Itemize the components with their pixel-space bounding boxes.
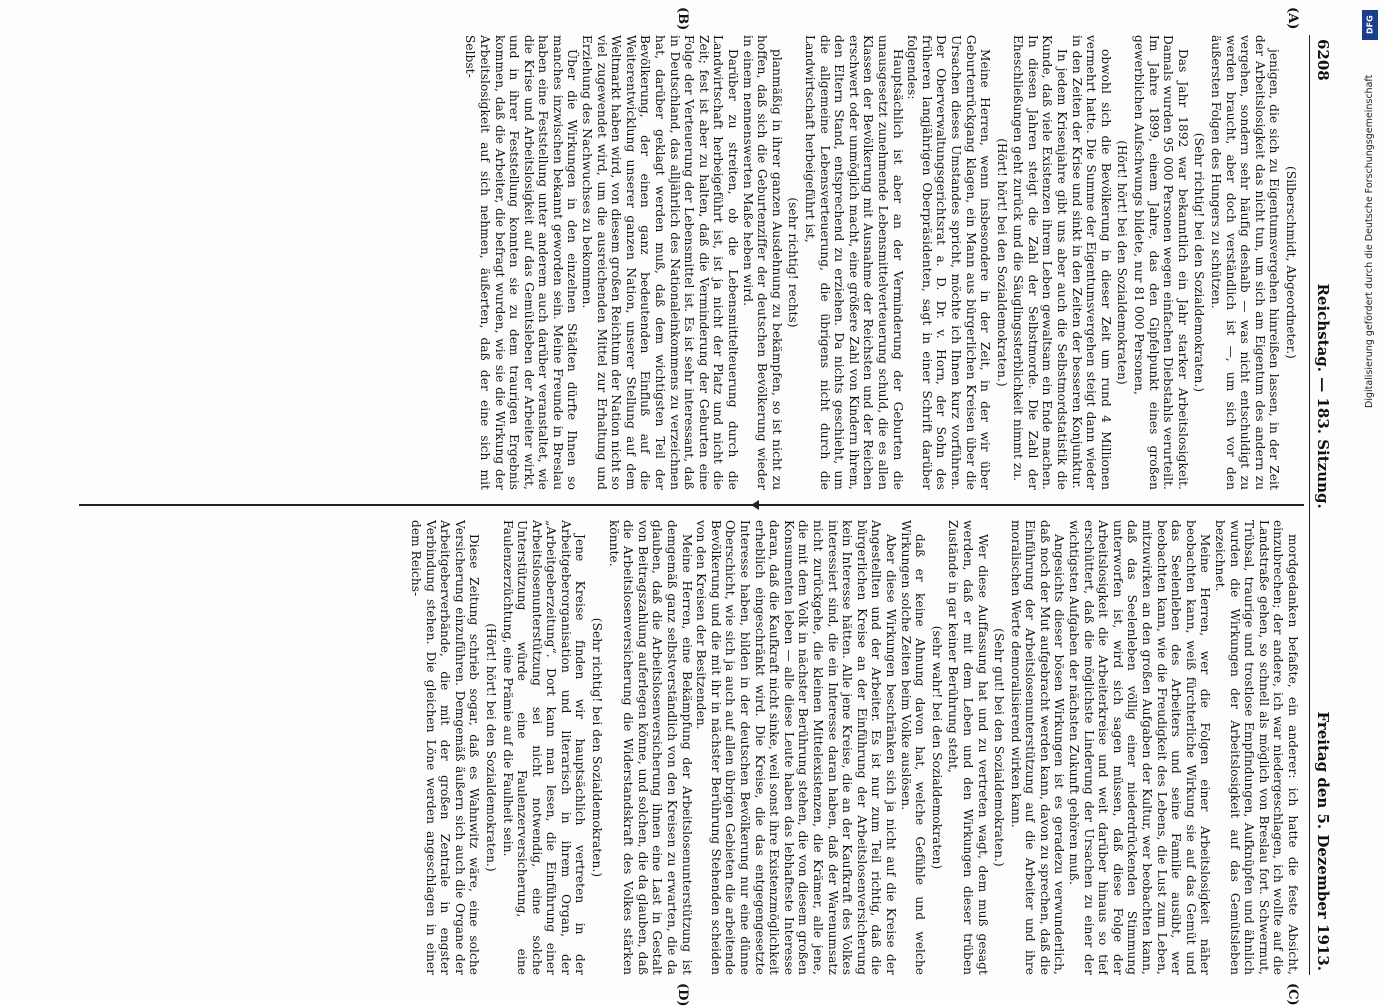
- quote-paragraph: planmäßig in ihrer ganzen Ausdehnung zu bekämpfen, so ist nicht zu hoffen, daß sich die Geburtenziffer der deutschen Bevölkerung wieder in einem nennenswerten Maße heben wird.: [740, 35, 784, 490]
- paragraph: daß er keine Ahnung davon hat, welche Gefühle und welche Wirkungen solche Zeiten beim Volke auslösen.: [898, 520, 928, 975]
- interjection: (Sehr richtig! bei den Sozialdemokraten.): [590, 617, 605, 878]
- speaker-note: (Silberschmidt, Abgeordneter.): [1284, 166, 1298, 359]
- paragraph: jenigen, die sich zu Eigentumsvergehen hinreißen lassen, in der Zeit der Arbeitslosigkeit das nicht tun, um sich am Eigentum des andern zu vergehen, sondern sehr häufig deshalb — was nicht entschuldigt zu werden braucht, aber doch verständlich ist —, um sich vor den äußersten Folgen des Hungers zu schützen.: [1209, 35, 1282, 490]
- margin-mark-c: (C): [1285, 983, 1300, 1006]
- interjection: (Hört! hört! bei den Sozialdemokraten.): [994, 138, 1009, 387]
- paragraph: Über die Wirkungen in den einzelnen Städten dürfte Ihnen so manches inzwischen bekannt geworden sein. Meine Freunde in Breslau haben eine Feststellung unter anderem auch darüber veranstaltet, wie die Krise und Arbeitslosigkeit auf das Gemütsleben der Arbeiter wirkt, und in ihrer Feststellung konnten sie zu dem traurigen Ergebnis kommen, daß die Arbeiter, die befragt wurden, wie sie die Wirkung der Arbeitslosigkeit auf sich nehmen, äußerten, daß der eine sich mit Selbst-: [463, 35, 580, 490]
- paragraph: Meine Herren, wer die Folgen einer Arbeitslosigkeit näher beobachten kann, weiß fürchterliche Wirkung sie auf das Gemüt und das Seelenleben des Arbeiters und seine Familie ausübt, wer beobachten kann, wie die Freudigkeit des Lebens, die Lust zum Leben, mitzuwirken an den großen Aufgaben der Kultur, wer beobachten kann, daß das Seelenleben völlig einer niederdrückenden Stimmung unterworfen ist, wird sich sagen müssen, daß diese Folge der Arbeitslosigkeit die Arbeiterkreise und weit darüber hinaus so tief erschüttert, daß die möglichste Linderung der Ursachen zu einer der wichtigsten Aufgaben der nächsten Zukunft gehören muß.: [1067, 520, 1213, 975]
- margin-mark-a: (A): [1285, 7, 1300, 30]
- paragraph: Meine Herren, wenn insbesondere in der Zeit, in der wir über Geburtenrückgang klagen, ein Mann aus bürgerlichen Kreisen über die Ursachen dieses Umstandes spricht, möchte ich Ihnen kurz vorführen. Der Oberverwaltungsgerichtsrat a. D. Dr. v. Horn, der Sohn des früheren langjährigen Oberpräsidenten, sagt in einer Schrift darüber folgendes:: [905, 35, 993, 490]
- dfg-logo-icon: DFG: [1362, 10, 1378, 40]
- paragraph: In jedem Krisenjahre gibt uns aber auch die Selbstmordstatistik die Kunde, daß viele Existenzen ihrem Leben gewaltsam ein Ende machen. In diesen Jahren steigt die Zahl der Selbstmorde. Die Zahl der Eheschließungen geht zurück und die Säuglingssterblichkeit nimmt zu.: [1011, 35, 1070, 490]
- left-text-column: [80, 35, 1300, 490]
- interjection: (sehr wahr! bei den Sozialdemokraten): [929, 625, 944, 870]
- paragraph: Das Jahr 1892 war bekanntlich ein Jahr starker Arbeitslosigkeit. Damals wurden 95 000 Personen wegen einfachen Diebstahls verurteilt. Im Jahre 1899, einem Jahre, das den Gipfelpunkt eines großen gewerblichen Aufschwungs bildete, nur 81 000 Personen,: [1132, 35, 1190, 490]
- paragraph: Angesichts dieser bösen Wirkungen ist es geradezu verwunderlich, daß noch der Mut aufgebracht werden kann, davon zu sprechen, daß die Einführung der Arbeitslosenunterstützung auf die Arbeiter und ihre moralischen Werte demoralisierend wirken kann.: [1008, 520, 1067, 975]
- paragraph: Aber diese Wirkungen beschränken sich ja nicht auf die Kreise der Angestellten und der Arbeiter. Es ist nur zum Teil richtig, daß die bürgerlichen Kreise an der Einführung der Arbeitslosenversicherung kein Interesse hätten. Alle jene Kreise, die an der Kaufkraft des Volkes interessiert sind, die ein Interesse daran haben, daß der Warenumsatz nicht zurückgehe, die kleinen Mittelexistenzen, die Krämer, alle jene, die mit dem Volk in nächster Berührung stehen, die von diesem großen Konsumenten leben — alle diese Leute haben das lebhafteste Interesse daran, daß die Kaufkraft nicht sinke, weil sonst ihre Existenzmöglichkeit erheblich eingeschränkt wird. Die Kreise, die das entgegengesetzte Interesse haben, bilden in der deutschen Bevölkerung nur eine dünne Oberschicht, wie sich ja auch auf allen übrigen Gebieten die arbeitende Bevölkerung und die mit ihr in nächster Berührung Stehenden scheiden von den Kreisen der Besitzenden.: [694, 520, 898, 975]
- paragraph: Jene Kreise finden wir hauptsächlich vertreten in der Arbeitgeberorganisation und literarisch in ihrem Organ, der „Arbeitgeberzeitung“. Dort kann man lesen, die Einführung einer Arbeitslosenunterstützung sei nicht notwendig, eine solche Unterstützung würde eine Faulenzerversicherung, eine Faulenzerzüchtung, eine Prämie auf die Faulheit sein.: [500, 520, 588, 975]
- session-date: Freitag den 5. Dezember 1913.: [1314, 711, 1332, 971]
- right-text-column: [80, 520, 1300, 975]
- session-title: Reichstag. — 183. Sitzung.: [1314, 283, 1332, 509]
- paragraph: Meine Herren, eine Bekämpfung der Arbeitslosenunterstützung ist demgemäß ganz selbstverständlich von den Kreisen zu erwarten, die da glauben, daß die Arbeitslosenversicherung ihnen eine Last in Gestalt von Beitragszahlung auferlegen könne, und solchen, die da glauben, daß die Arbeitslosenversicherung die Widerstandskraft des Volkes stärken könnte.: [606, 520, 694, 975]
- digitization-credit: [1360, 8, 1380, 993]
- paragraph: mordgedanken befaßte, ein anderer: ich hatte die feste Absicht, einzubrechen; der andere, ich war niedergeschlagen, ich wollte auf die Landstraße gehen, so schnell als möglich von Breslau fort. Schwermut, Trübsal, traurige und trostlose Empfindungen, Aufknüpfen und ähnlich wurden die Wirkungen der Arbeitslosigkeit auf das Gemütsleben bezeichnet.: [1213, 520, 1300, 975]
- paragraph: obwohl sich die Bevölkerung in dieser Zeit um rund 4 Millionen vermehrt hatte. Die Summe der Eigentumsvergehen steigt dann wieder in den Zeiten der Krise und sinkt in den Zeiten der besseren Konjunktur.: [1069, 35, 1113, 490]
- margin-mark-d: (D): [675, 983, 690, 1007]
- paragraph: Wer diese Auffassung hat und zu vertreten wagt, dem muß gesagt werden, daß er mit dem Leben und den Wirkungen dieser trüben Zustände in gar keiner Berührung steht,: [946, 520, 990, 975]
- interjection: (Sehr gut! bei den Sozialdemokraten.): [992, 628, 1007, 867]
- interjection: (sehr richtig! rechts): [786, 197, 801, 328]
- page-number: 6208: [1314, 39, 1332, 81]
- column-divider: [79, 504, 1304, 506]
- divider-arrow-icon: [751, 500, 759, 510]
- interjection: (Hört! hört! bei den Sozialdemokraten): [1115, 140, 1130, 385]
- page-header: [1309, 35, 1340, 975]
- margin-mark-b: (B): [675, 7, 690, 31]
- paragraph: Darüber zu streiten, ob die Lebensmittelteuerung durch die Landwirtschaft herbeigeführt ist, ist ja nicht der Platz und nicht die Zeit; fest ist aber zu halten, daß die Verminderung der Geburten eine Folge der Verteuerung der Lebensmittel ist. Es ist sehr interessant, daß in Deutschland, das alljährlich des Nationaleinkommens zu verzeichnen hat, darüber geklagt werden muß, daß dem wichtigsten Teil der Bevölkerung, der einen ganz bedeutenden Einfluß auf die Weiterentwicklung unserer ganzen Nation, unserer Stellung auf dem Weltmarkt haben wird, von diesem großen Reichtum der Nation nicht so viel zugewendet wird, um die ausreichenden Mittel zur Erhaltung und Erziehung des Nachwuchses zu bekommen.: [580, 35, 741, 490]
- interjection: (Sehr richtig! bei den Sozialdemokraten.): [1192, 132, 1207, 393]
- interjection: (Hört! hört! bei den Sozialdemokraten.): [483, 623, 498, 872]
- quote-paragraph: Hauptsächlich ist aber an der Verminderung der Geburten die unausgesetzt zunehmende Lebensmittelverteuerung schuld, die es allen Klassen der Bevölkerung mit Ausnahme der Reichsten und der Reichen erschwert oder unmöglich macht, eine größere Zahl von Kindern ihrem, den Eltern Stand, entsprechend zu erziehen. Da nichts geschieht, um die allgemeine Lebensverteuerung, die übrigens nicht durch die Landwirtschaft herbeigeführt ist,: [803, 35, 905, 490]
- paragraph: Diese Zeitung schrieb sogar, daß es Wahnwitz wäre, eine solche Versicherung einzuführen. Demgemäß äußern sich auch die Organe der Arbeitgeberverbände, die mit der großen Zentrale in engster Verbindung stehen. Die gleichen Löne werden angeschlagen in einer dem Reichs-: [408, 520, 482, 975]
- reichstag-protocol-page: [70, 7, 1340, 1007]
- credit-text: Digitalisierung gefördert durch die Deutsche Forschungsgemeinschaft: [1364, 74, 1375, 408]
